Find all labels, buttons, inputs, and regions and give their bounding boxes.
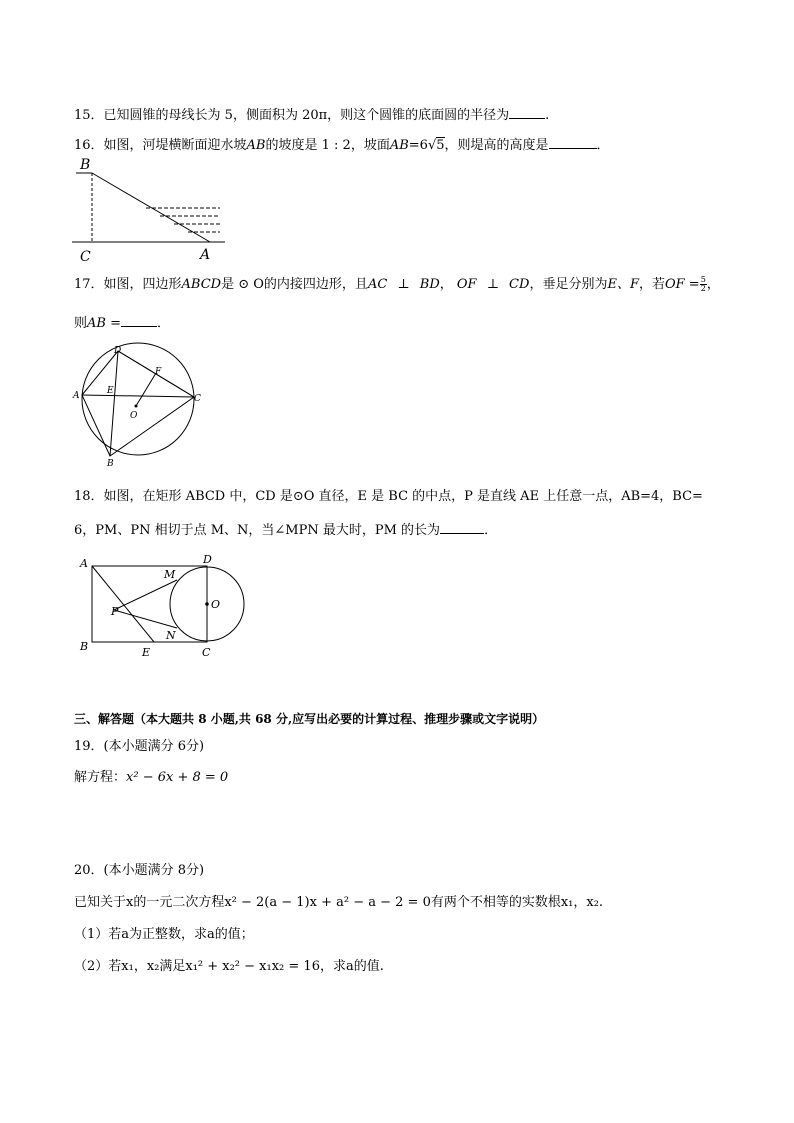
question-19: 解方程：x² − 6x + 8 = 0 <box>74 770 229 785</box>
svg-text:C: C <box>194 394 201 404</box>
question-17-line2: 则AB = ． <box>74 312 170 333</box>
svg-text:P: P <box>111 605 119 618</box>
embankment-figure <box>70 156 230 266</box>
question-17: 17．如图，四边形ABCD是 ⊙ O的内接四边形，且AC ⊥ BD， OF ⊥ CD，垂足分别为E、F，若OF = $\frac{5}{2}$ ， <box>74 275 720 293</box>
question-18: 18．如图，在矩形 ABCD 中，CD 是⊙O 直径，E 是 BC 的中点，P 是直线 AE 上任意一点，AB=4，BC= <box>74 489 703 504</box>
svg-text:O: O <box>211 598 221 611</box>
answer-blank-17[interactable] <box>121 312 157 327</box>
question-15-text: 15．已知圆锥的母线长为 5，侧面积为 20π，则这个圆锥的底面圆的半径为 <box>74 108 510 123</box>
fig16-label-c: C <box>80 249 91 265</box>
svg-text:N: N <box>166 629 176 642</box>
inscribed-quadrilateral-figure <box>70 342 210 472</box>
question-18-line2: 6，PM、PN 相切于点 M、N，当∠MPN 最大时，PM 的长为 ． <box>74 519 497 540</box>
svg-text:A: A <box>80 557 88 570</box>
answer-blank-16[interactable] <box>549 134 597 149</box>
svg-text:D: D <box>114 346 122 356</box>
svg-text:E: E <box>142 646 151 659</box>
answer-blank-18[interactable] <box>440 519 484 534</box>
question-19-head: 19．(本小题满分 6分) <box>74 739 205 754</box>
answer-blank-15[interactable] <box>509 104 545 119</box>
fraction-5-2: $\frac{5}{2}$ <box>700 275 706 293</box>
question-15: 15．已知圆锥的母线长为 5，侧面积为 20π，则这个圆锥的底面圆的半径为 . <box>74 104 549 125</box>
svg-text:B: B <box>80 640 89 653</box>
svg-text:D: D <box>203 553 212 566</box>
question-20: 已知关于x的一元二次方程x² − 2(a − 1)x + a² − a − 2 = 0有两个不相等的实数根x₁，x₂. <box>74 895 604 910</box>
svg-text:C: C <box>202 646 211 659</box>
question-16: 16．如图，河堤横断面迎水坡AB的坡度是 1 : 2，坡面AB=6√5，则堤高的高度是 ． <box>74 134 610 155</box>
question-20-head: 20．(本小题满分 8分) <box>74 863 205 878</box>
svg-text:O: O <box>130 411 138 421</box>
slope-line <box>92 173 210 242</box>
svg-text:M: M <box>164 568 176 581</box>
section-heading: 三、解答题（本大题共 8 小题,共 68 分,应写出必要的计算过程、推理步骤或文字说明） <box>74 712 545 726</box>
svg-text:B: B <box>107 459 114 469</box>
svg-text:A: A <box>73 391 80 401</box>
rectangle-circle-figure <box>74 552 254 660</box>
fig16-label-b: B <box>80 157 91 173</box>
circle-o <box>82 343 194 455</box>
svg-text:E: E <box>107 386 114 396</box>
question-20-part2: （2）若x₁，x₂满足x₁² + x₂² − x₁x₂ = 16，求a的值. <box>74 959 384 974</box>
svg-text:F: F <box>155 367 162 377</box>
question-20-part1: （1）若a为正整数，求a的值； <box>74 927 254 942</box>
fig16-label-a: A <box>200 247 211 263</box>
